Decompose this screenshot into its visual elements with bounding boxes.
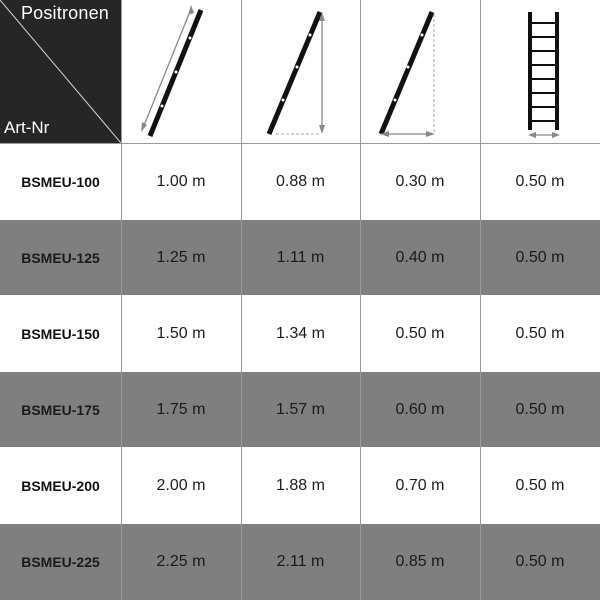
- height-value: 1.11 m: [276, 248, 325, 266]
- base-distance-value: 0.85 m: [395, 553, 445, 570]
- width-value: 0.50 m: [515, 476, 565, 494]
- column-header-label: Positronen: [20, 3, 109, 23]
- table-row: [0, 295, 600, 372]
- height-value: 0.88 m: [276, 172, 325, 190]
- length-value: 1.25 m: [156, 248, 206, 266]
- table-row: [0, 372, 600, 447]
- base-distance-value: 0.60 m: [395, 400, 445, 418]
- height-value: 1.57 m: [276, 400, 325, 418]
- length-value: 1.50 m: [156, 324, 206, 342]
- table-header-row: [0, 0, 600, 143]
- article-number: BSMEU-175: [21, 401, 100, 418]
- column-divider: [480, 0, 481, 600]
- article-number: BSMEU-100: [21, 173, 100, 190]
- width-value: 0.50 m: [515, 248, 565, 266]
- article-number: BSMEU-125: [21, 249, 100, 266]
- ladder-width-icon: [480, 0, 600, 143]
- ladder-base-distance-icon: [360, 0, 480, 143]
- row-header-label: Art-Nr: [4, 118, 50, 137]
- length-value: 2.25 m: [156, 553, 206, 570]
- length-value: 1.75 m: [156, 400, 206, 418]
- base-distance-value: 0.40 m: [395, 248, 445, 266]
- width-value: 0.50 m: [515, 172, 565, 190]
- article-number: BSMEU-200: [21, 477, 100, 494]
- base-distance-value: 0.70 m: [395, 476, 445, 494]
- width-value: 0.50 m: [515, 324, 565, 342]
- table-row: [0, 447, 600, 524]
- column-divider: [121, 0, 122, 600]
- article-number: BSMEU-225: [21, 554, 100, 570]
- height-value: 2.11 m: [276, 553, 325, 570]
- length-value: 2.00 m: [156, 476, 206, 494]
- ladder-height-icon: [241, 0, 360, 143]
- base-distance-value: 0.30 m: [395, 172, 445, 190]
- width-value: 0.50 m: [515, 400, 565, 418]
- base-distance-value: 0.50 m: [395, 324, 445, 342]
- column-divider: [360, 0, 361, 600]
- width-value: 0.50 m: [515, 553, 565, 570]
- row-divider: [0, 143, 600, 144]
- height-value: 1.88 m: [276, 476, 325, 494]
- table-row: [0, 220, 600, 295]
- table-row: [0, 524, 600, 600]
- corner-header-cell: [0, 0, 121, 143]
- ladder-length-icon: [121, 0, 241, 143]
- column-divider: [241, 0, 242, 600]
- article-number: BSMEU-150: [21, 325, 100, 342]
- height-value: 1.34 m: [276, 324, 325, 342]
- length-value: 1.00 m: [156, 172, 206, 190]
- table-row: [0, 143, 600, 220]
